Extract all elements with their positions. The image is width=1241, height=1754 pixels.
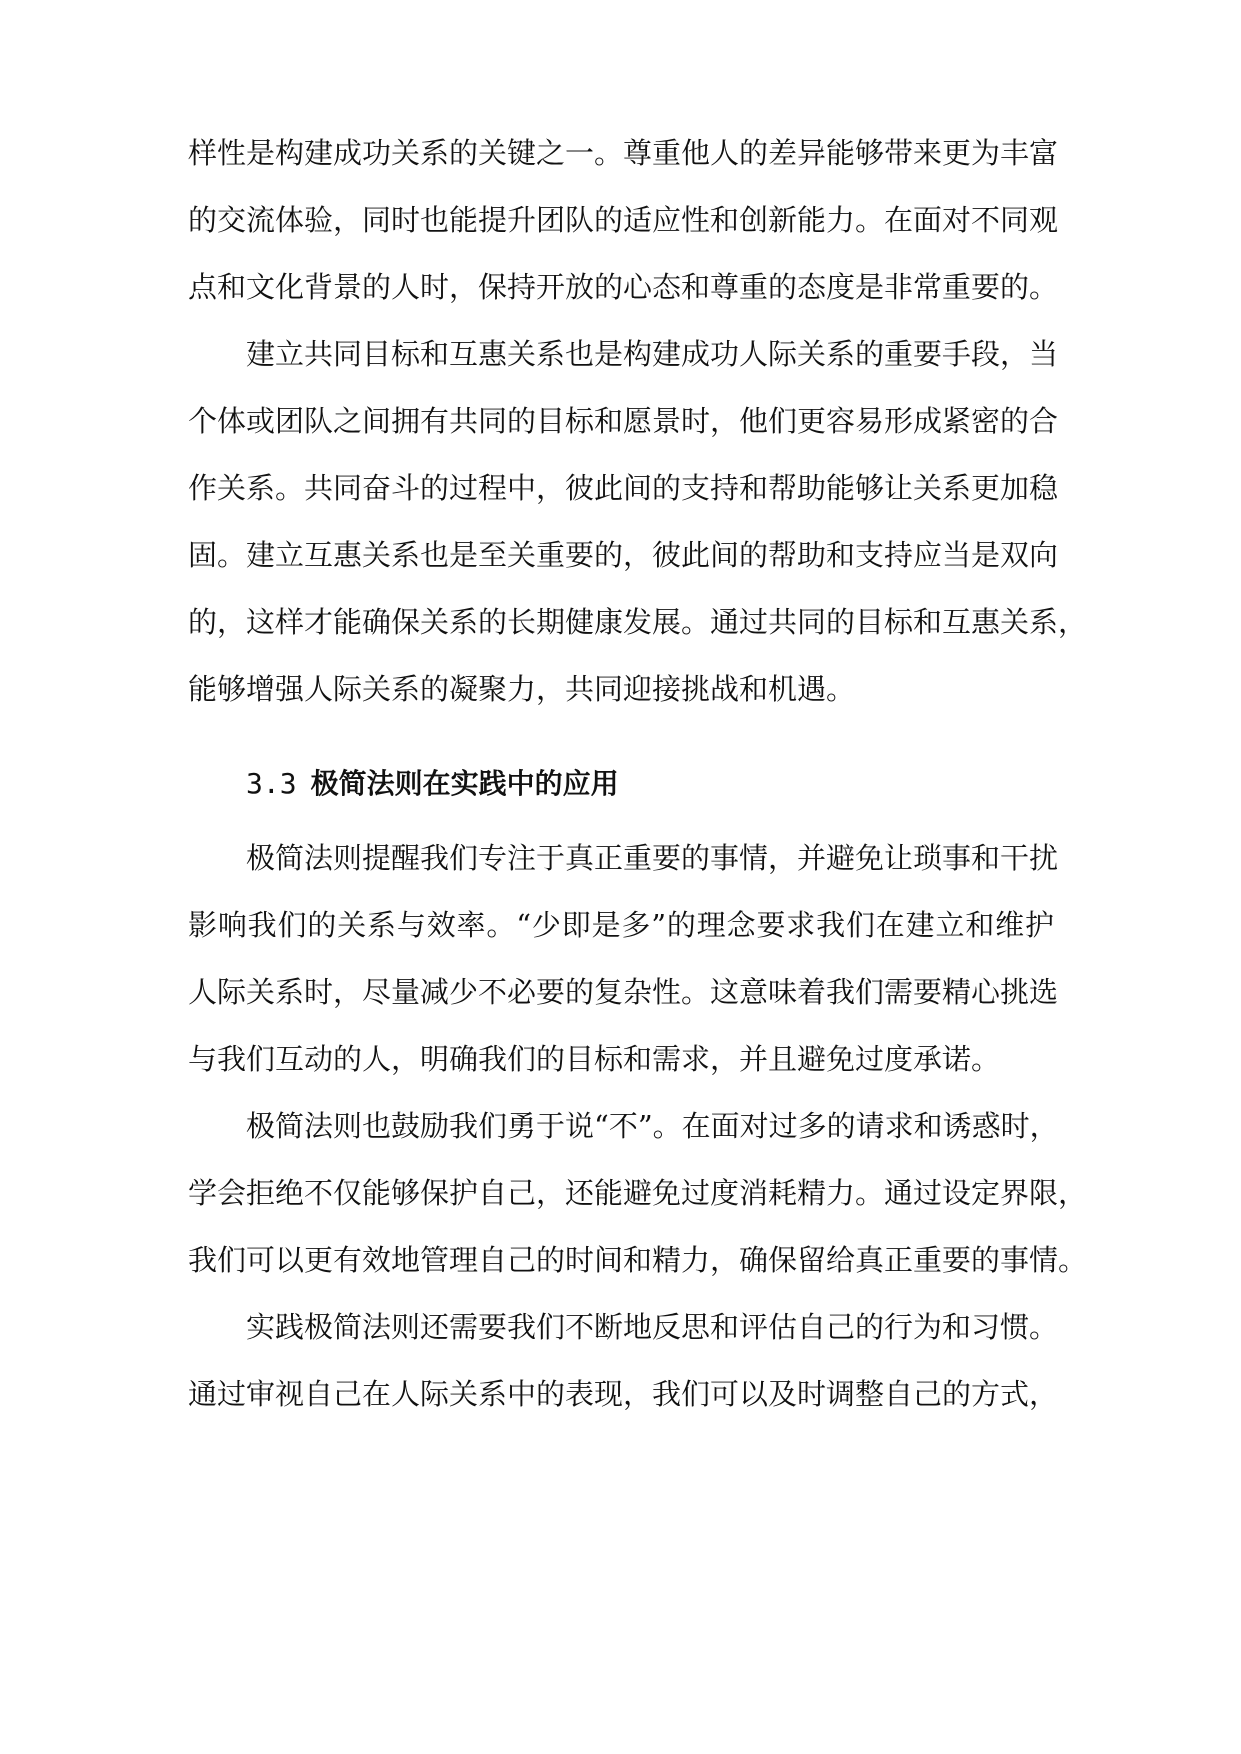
section-paragraph-2-line-3: 我们可以更有效地管理自己的时间和精力，确保留给真正重要的事情。 xyxy=(188,1243,1088,1277)
section-heading xyxy=(246,766,619,802)
paragraph-2-line-4: 固。建立互惠关系也是至关重要的，彼此间的帮助和支持应当是双向 xyxy=(188,538,1059,572)
section-paragraph-3-line-2: 通过审视自己在人际关系中的表现，我们可以及时调整自己的方式， xyxy=(188,1377,1059,1411)
section-number: 3.3 xyxy=(246,767,297,800)
section-title: 极简法则在实践中的应用 xyxy=(310,767,619,800)
paragraph-2-line-1: 建立共同目标和互惠关系也是构建成功人际关系的重要手段，当 xyxy=(246,337,1059,371)
section-paragraph-1-line-3: 人际关系时，尽量减少不必要的复杂性。这意味着我们需要精心挑选 xyxy=(188,975,1059,1009)
section-paragraph-1-line-2: 影响我们的关系与效率。“少即是多”的理念要求我们在建立和维护 xyxy=(188,908,1054,942)
section-paragraph-2-line-1: 极简法则也鼓励我们勇于说“不”。在面对过多的请求和诱惑时， xyxy=(246,1109,1059,1143)
section-paragraph-1-line-1: 极简法则提醒我们专注于真正重要的事情，并避免让琐事和干扰 xyxy=(246,841,1059,875)
paragraph-2-line-5: 的，这样才能确保关系的长期健康发展。通过共同的目标和互惠关系， xyxy=(188,605,1088,639)
section-paragraph-2-line-2: 学会拒绝不仅能够保护自己，还能避免过度消耗精力。通过设定界限， xyxy=(188,1176,1088,1210)
paragraph-1-line-2: 的交流体验，同时也能提升团队的适应性和创新能力。在面对不同观 xyxy=(188,203,1059,237)
paragraph-1-line-3: 点和文化背景的人时，保持开放的心态和尊重的态度是非常重要的。 xyxy=(188,270,1059,304)
paragraph-2-line-3: 作关系。共同奋斗的过程中，彼此间的支持和帮助能够让关系更加稳 xyxy=(188,471,1059,505)
paragraph-2-line-2: 个体或团队之间拥有共同的目标和愿景时，他们更容易形成紧密的合 xyxy=(188,404,1059,438)
paragraph-1-line-1: 样性是构建成功关系的关键之一。尊重他人的差异能够带来更为丰富 xyxy=(188,136,1059,170)
paragraph-2-line-6: 能够增强人际关系的凝聚力，共同迎接挑战和机遇。 xyxy=(188,672,856,706)
section-paragraph-1-line-4: 与我们互动的人，明确我们的目标和需求，并且避免过度承诺。 xyxy=(188,1042,1001,1076)
section-paragraph-3-line-1: 实践极简法则还需要我们不断地反思和评估自己的行为和习惯。 xyxy=(246,1310,1059,1344)
